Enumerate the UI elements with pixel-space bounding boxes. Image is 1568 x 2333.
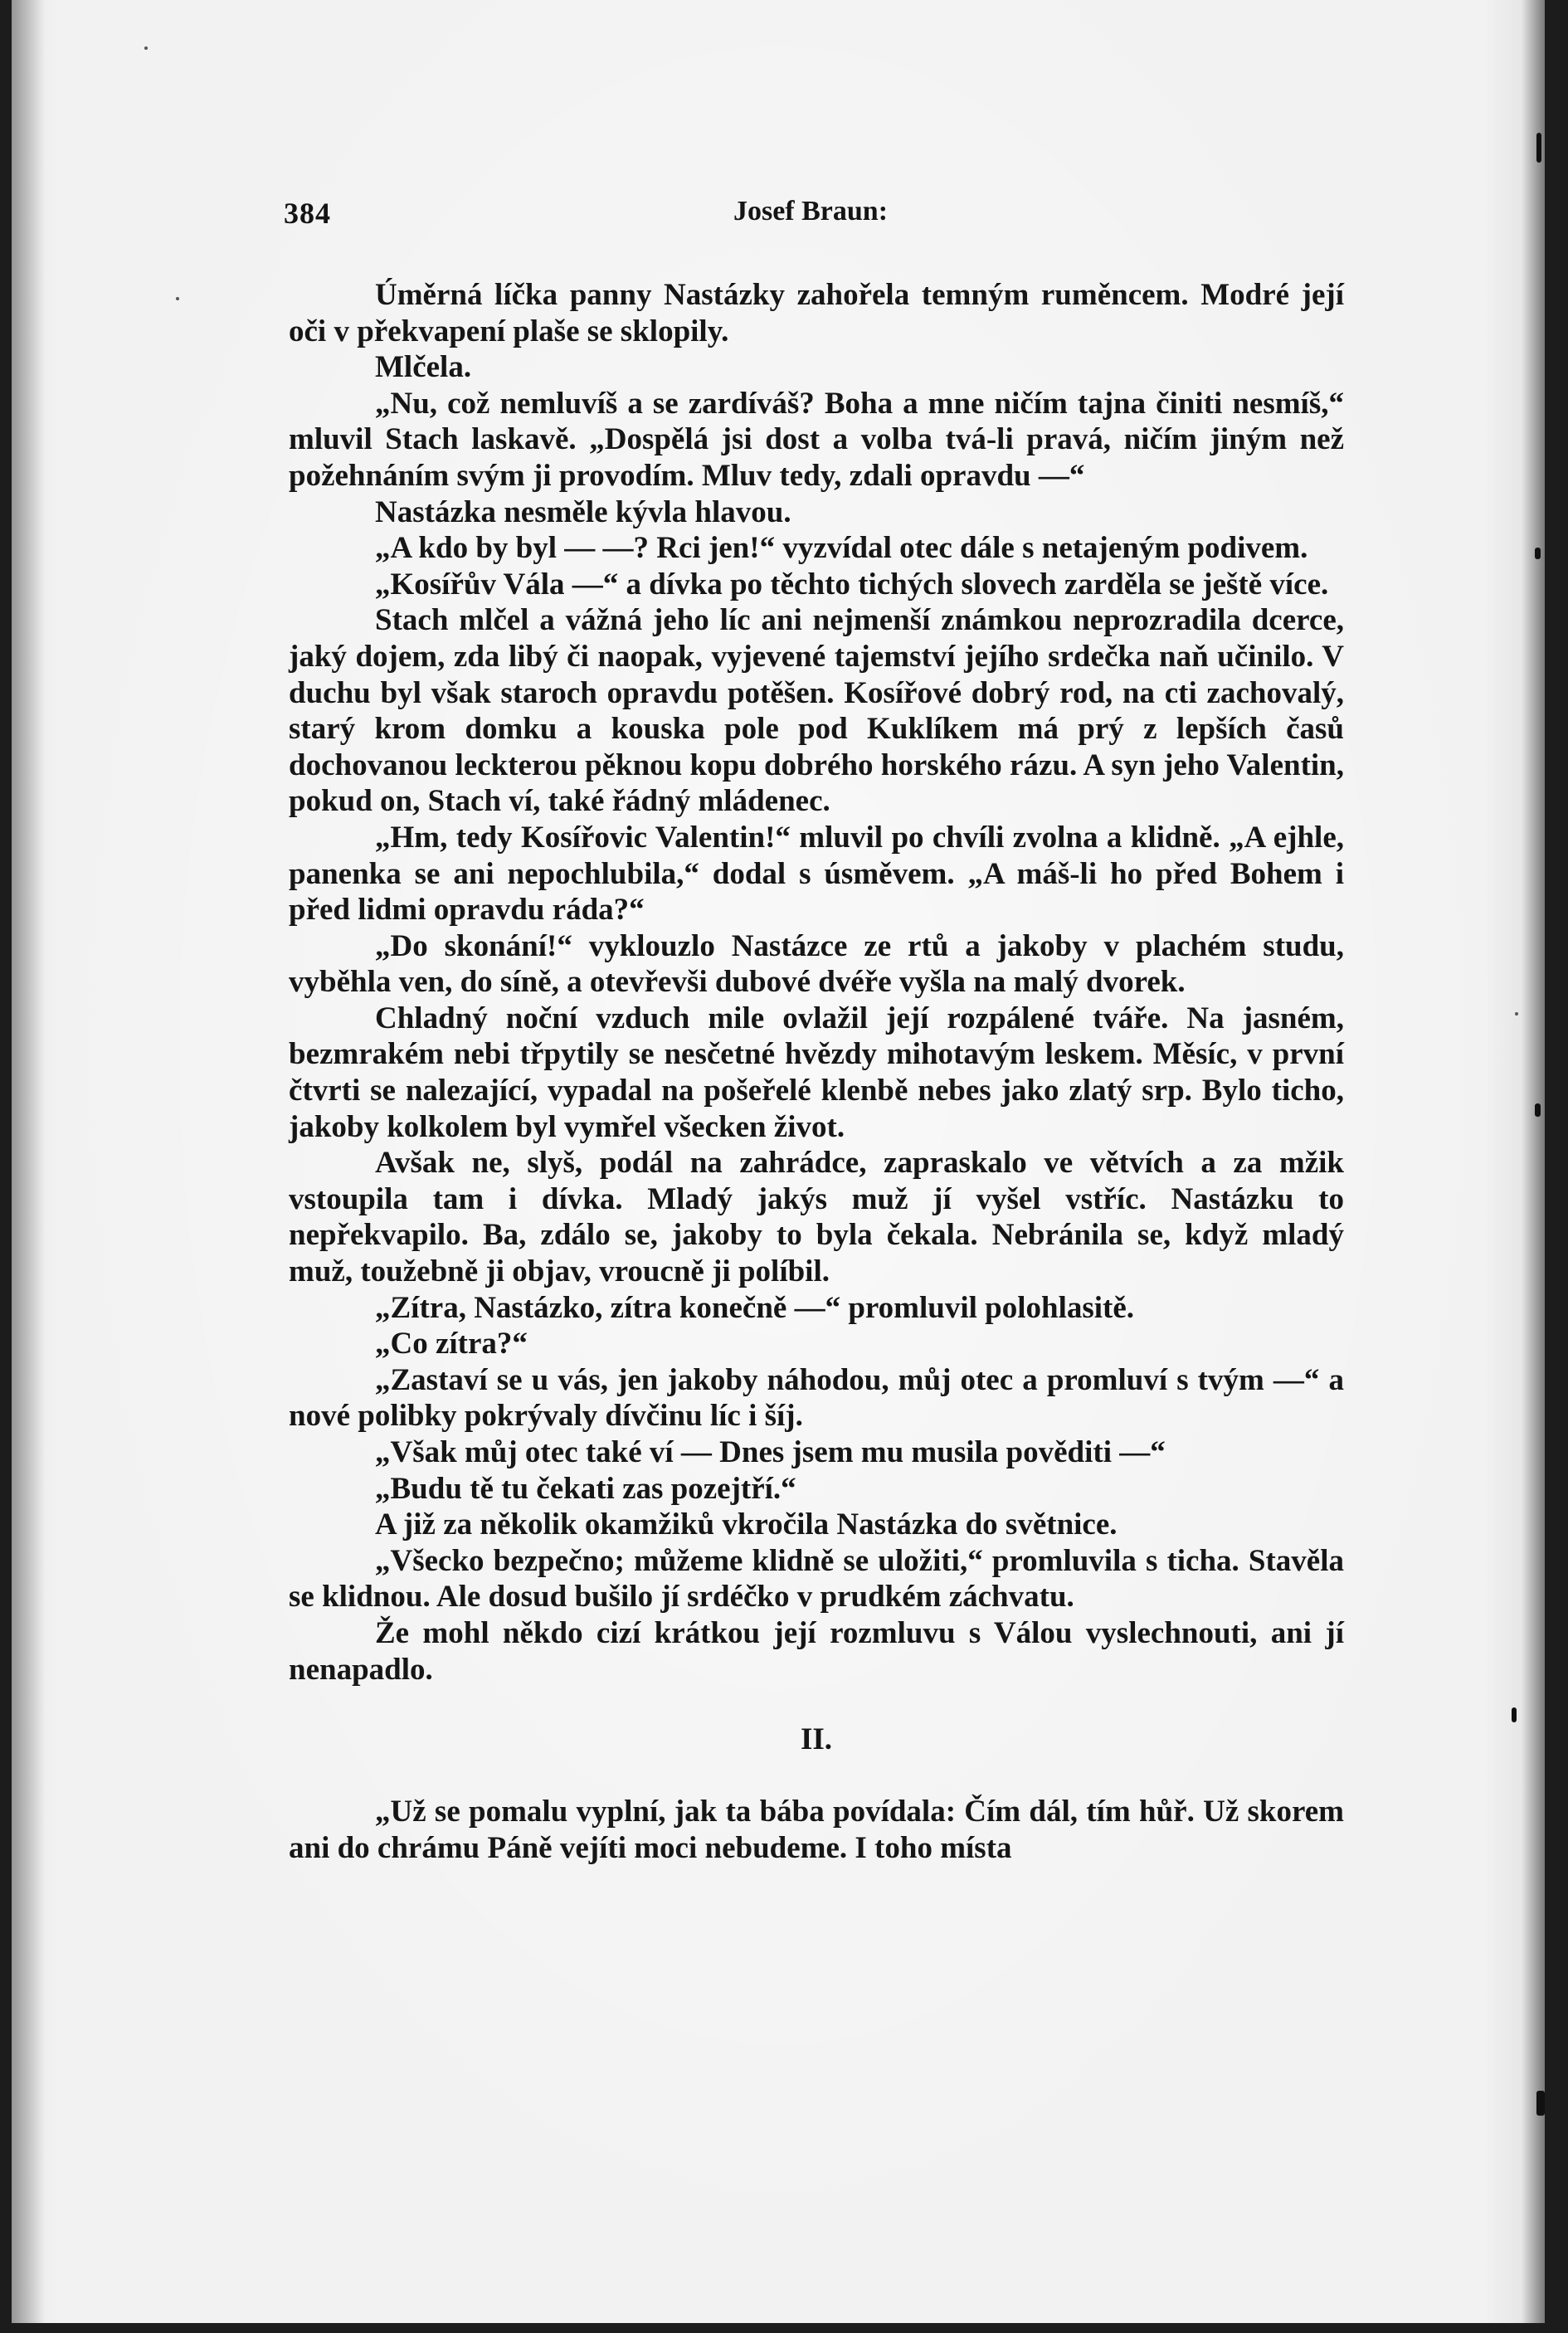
paragraph: Nastázka nesměle kývla hlavou. [375,494,791,529]
paragraph: Že mohl někdo cizí krátkou její rozmluvu s Válou vyslechnouti, ani jí nenapadlo. [289,1615,1344,1687]
paragraph: Chladný noční vzduch mile ovlažil její rozpálené tváře. Na jasném, bezmrakém nebi třpytily se nesčetné hvězdy mihotavým leskem. Měsíc, v první čtvrti se nalezající, vypadal na pošeřelé klenbě nebes jako zlatý srp. Bylo ticho, jakoby kolkolem byl vymřel všecken život. [289,1001,1344,1144]
book-page [12,0,1545,2323]
paragraph: „Co zítra?“ [375,1327,528,1361]
scan-mark [1535,1103,1541,1117]
paragraph: „Hm, tedy Kosířovic Valentin!“ mluvil po chvíli zvolna a klidně. „A ejhle, panenka se ani nepochlubila,“ dodal s úsměvem. „A máš-li ho před Bohem i před lidmi opravdu ráda?“ [289,820,1344,928]
paragraph: „Kosířův Vála —“ a dívka po těchto tichých slovech zarděla se ještě více. [375,567,1329,602]
paragraph: Úměrná líčka panny Nastázky zahořela temným ruměncem. Modré její oči v překvapení plaše se sklopily. [289,278,1344,348]
page-header [277,196,1344,246]
scan-speck [1515,1012,1518,1016]
scan-mark [1536,2091,1545,2116]
scan-speck [144,46,148,50]
scan-mark [1512,1707,1517,1722]
scan-mark [1536,133,1541,163]
scan-edge-shadow [1522,0,1545,2323]
paragraph: „Všecko bezpečno; můžeme klidně se uložiti,“ promluvila s ticha. Stavěla se klidnou. Ale dosud bušilo jí srdéčko v prudkém záchvatu. [289,1543,1344,1615]
paragraph: „Už se pomalu vyplní, jak ta bába povídala: Čím dál, tím hůř. Už skorem ani do chrámu Páně vejíti moci nebudeme. I toho místa [289,1795,1344,1865]
body-text [289,277,1344,1866]
paragraph: Mlčela. [375,350,472,385]
running-head: Josef Braun: [733,196,889,226]
paragraph: „Do skonání!“ vyklouzlo Nastázce ze rtů a jakoby v plachém studu, vyběhla ven, do síně, a otevřevši dubové dvéře vyšla na malý dvorek. [289,928,1344,1000]
paragraph: „Však můj otec také ví — Dnes jsem mu musila pověditi —“ [375,1435,1166,1469]
section-heading: II. [800,1722,833,1757]
scan-gutter-shadow [12,0,45,2323]
paragraph: A již za několik okamžiků vkročila Nastázka do světnice. [375,1507,1118,1542]
scan-speck [176,297,179,300]
paragraph: „Zastaví se u vás, jen jakoby náhodou, můj otec a promluví s tvým —“ a nové polibky pokrývaly dívčinu líc i šíj. [289,1362,1344,1434]
paragraph: „Nu, což nemluvíš a se zardíváš? Boha a mne ničím tajna činiti nesmíš,“ mluvil Stach laskavě. „Dospělá jsi dost a volba tvá-li pravá, ničím jiným než požehnáním svým ji provodím. Mluv tedy, zdali opravdu —“ [289,386,1344,493]
scan-mark [1535,548,1541,559]
paragraph: „A kdo by byl — —? Rci jen!“ vyzvídal otec dále s netajeným podivem. [375,531,1308,566]
paragraph: Stach mlčel a vážná jeho líc ani nejmenší známkou neprozradila dcerce, jaký dojem, zda libý či naopak, vyjevené tajemství jejího srdečka naň učinilo. V duchu byl však staroch opravdu potěšen. Kosířové dobrý rod, na cti zachovalý, starý krom domku a kouska pole pod Kuklíkem má prý z lepších časů dochovanou leckterou pěknou kopu dobrého horského rázu. A syn jeho Valentin, pokud on, Stach ví, také řádný mládenec. [289,603,1345,819]
paragraph: „Zítra, Nastázko, zítra konečně —“ promluvil polohlasitě. [375,1290,1135,1325]
page-number: 384 [284,197,331,230]
paragraph: Avšak ne, slyš, podál na zahrádce, zapraskalo ve větvích a za mžik vstoupila tam i dívka. Mladý jakýs muž jí vyšel vstříc. Nastázku to nepřekvapilo. Ba, zdálo se, jakoby to byla čekala. Nebránila se, když mladý muž, toužebně ji objav, vroucně ji políbil. [289,1146,1344,1289]
paragraph: „Budu tě tu čekati zas pozejtří.“ [375,1471,796,1506]
